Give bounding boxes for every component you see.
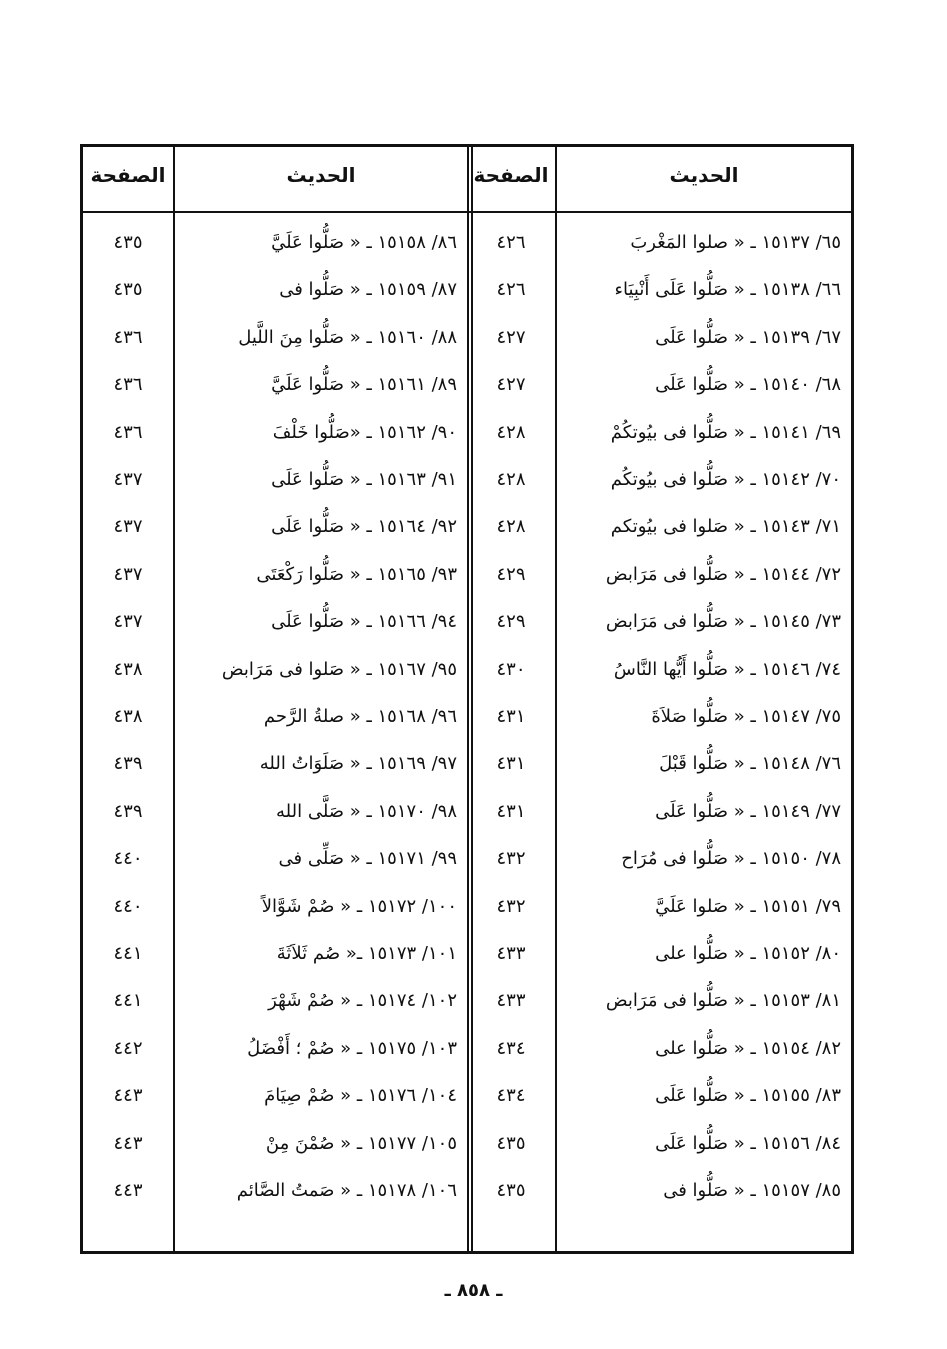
page-ref: ٤٢٨ bbox=[496, 516, 526, 538]
hadith-entry: ٩٣/ ١٥١٦٥ ـ « صَلُّوا رَكْعَتَى bbox=[256, 563, 457, 585]
page-ref: ٤٢٦ bbox=[496, 232, 526, 253]
hadith-entry: ٨٣/ ١٥١٥٥ ـ « صَلُّوا عَلَى bbox=[655, 1085, 841, 1107]
hadith-entry: ٩١/ ١٥١٦٣ ـ « صَلُّوا عَلَى bbox=[271, 469, 457, 490]
hadith-entry: ٧٣/ ١٥١٤٥ ـ « صَلُّوا فى مَرَابض bbox=[605, 611, 841, 633]
index-row bbox=[83, 646, 467, 693]
index-row bbox=[83, 740, 467, 787]
index-row bbox=[467, 1025, 851, 1072]
hadith-entry: ٨٢/ ١٥١٥٤ ـ « صَلُّوا على bbox=[655, 1037, 841, 1059]
page-ref: ٤٣٩ bbox=[113, 800, 143, 822]
index-row bbox=[467, 1167, 851, 1214]
page-ref: ٤٣٧ bbox=[113, 516, 143, 538]
page-ref: ٤٣٥ bbox=[113, 279, 143, 301]
page-ref: ٤٣٢ bbox=[496, 895, 526, 917]
page-ref: ٤٣٦ bbox=[113, 421, 143, 443]
index-row bbox=[467, 409, 851, 456]
page-ref: ٤٣٤ bbox=[496, 1085, 526, 1107]
index-row bbox=[467, 977, 851, 1024]
index-row bbox=[83, 1072, 467, 1119]
index-row bbox=[83, 219, 467, 266]
page-ref: ٤٣٤ bbox=[496, 1037, 526, 1059]
page-ref: ٤٣٨ bbox=[113, 706, 143, 727]
page-ref: ٤٢٨ bbox=[496, 469, 526, 490]
index-row bbox=[467, 551, 851, 598]
index-row bbox=[83, 503, 467, 550]
page-ref: ٤٣٥ bbox=[113, 232, 143, 253]
index-row bbox=[467, 788, 851, 835]
page-ref: ٤٤٠ bbox=[113, 848, 143, 870]
page-ref: ٤٤٠ bbox=[113, 895, 143, 917]
index-row bbox=[467, 883, 851, 930]
hadith-entry: ٧٢/ ١٥١٤٤ ـ « صَلُّوا فى مَرَابض bbox=[605, 563, 841, 585]
page-ref: ٤٣٣ bbox=[496, 943, 526, 964]
hadith-entry: ١٠٣/ ١٥١٧٥ ـ « صُمْ ؛ أَفْضَلُ bbox=[247, 1037, 457, 1059]
page-ref: ٤٣١ bbox=[496, 753, 526, 775]
hadith-entry: ٧٧/ ١٥١٤٩ ـ « صَلُّوا عَلَى bbox=[655, 800, 841, 822]
hadith-entry: ٨٧/ ١٥١٥٩ ـ « صَلُّوا فى bbox=[279, 279, 457, 301]
index-row bbox=[83, 456, 467, 503]
index-row bbox=[83, 409, 467, 456]
page-ref: ٤٣٧ bbox=[113, 563, 143, 585]
hadith-entry: ٩٨/ ١٥١٧٠ ـ « صَلَّى الله bbox=[276, 800, 457, 822]
page-ref: ٤٤٢ bbox=[113, 1037, 143, 1059]
index-row bbox=[467, 693, 851, 740]
index-row bbox=[83, 693, 467, 740]
hadith-entry: ٧٤/ ١٥١٤٦ ـ « صَلُّوا أَيُّها النَّاسُ bbox=[613, 658, 841, 680]
hadith-entry: ٩٩/ ١٥١٧١ ـ « صَلِّى فى bbox=[278, 848, 457, 870]
index-row bbox=[83, 598, 467, 645]
hadith-entry: ١٠٦/ ١٥١٧٨ ـ « صَمتُ الصَّائم bbox=[236, 1180, 457, 1201]
hadith-entry: ٦٧/ ١٥١٣٩ ـ « صَلُّوا عَلَى bbox=[655, 326, 841, 348]
hadith-entry: ١٠٢/ ١٥١٧٤ ـ « صُمْ شَهْرَ bbox=[268, 990, 457, 1012]
index-row bbox=[83, 1167, 467, 1214]
index-row bbox=[83, 266, 467, 313]
right-half bbox=[467, 147, 851, 1251]
page-ref: ٤٣١ bbox=[496, 706, 526, 727]
index-row bbox=[467, 646, 851, 693]
index-row bbox=[83, 314, 467, 361]
index-row bbox=[83, 1120, 467, 1167]
index-row bbox=[467, 266, 851, 313]
index-row bbox=[83, 835, 467, 882]
hadith-header: الحديث bbox=[286, 163, 356, 187]
page-ref: ٤٢٨ bbox=[496, 421, 526, 443]
index-row bbox=[467, 456, 851, 503]
page-number: ـ ٨٥٨ ـ bbox=[444, 1280, 503, 1301]
hadith-entry: ٨٨/ ١٥١٦٠ ـ « صَلُّوا مِنَ اللَّيل bbox=[238, 326, 457, 348]
index-row bbox=[467, 1120, 851, 1167]
page-ref: ٤٣٦ bbox=[113, 374, 143, 396]
header-rule bbox=[83, 211, 467, 213]
index-row bbox=[83, 883, 467, 930]
page-ref: ٤٤٣ bbox=[113, 1180, 143, 1201]
left-half bbox=[83, 147, 467, 1251]
page-ref: ٤٣٨ bbox=[113, 658, 143, 680]
page-ref: ٤٣٧ bbox=[113, 469, 143, 490]
page-ref: ٤٣٥ bbox=[496, 1132, 526, 1154]
hadith-entry: ٧١/ ١٥١٤٣ ـ « صَلوا فى بيُوتكم bbox=[610, 516, 841, 538]
index-row bbox=[467, 219, 851, 266]
hadith-entry: ٩٧/ ١٥١٦٩ ـ « صَلَوَاتُ الله bbox=[259, 753, 457, 775]
header-rule bbox=[467, 211, 851, 213]
index-row bbox=[83, 788, 467, 835]
index-row bbox=[467, 314, 851, 361]
page-ref: ٤٢٦ bbox=[496, 279, 526, 301]
page-ref: ٤٣١ bbox=[496, 800, 526, 822]
hadith-entry: ٨٤/ ١٥١٥٦ ـ « صَلُّوا عَلَى bbox=[655, 1132, 841, 1154]
index-row bbox=[467, 1072, 851, 1119]
page-ref: ٤٤١ bbox=[113, 943, 143, 964]
page-ref: ٤٣٥ bbox=[496, 1180, 526, 1201]
page-ref: ٤٣٦ bbox=[113, 326, 143, 348]
hadith-entry: ٨١/ ١٥١٥٣ ـ « صَلُّوا فى مَرَابض bbox=[605, 990, 841, 1012]
index-row bbox=[83, 361, 467, 408]
hadith-entry: ٩٦/ ١٥١٦٨ ـ « صلةُ الرَّحم bbox=[263, 706, 457, 727]
index-row bbox=[83, 930, 467, 977]
hadith-entry: ٨٥/ ١٥١٥٧ ـ « صَلُّوا فى bbox=[663, 1180, 841, 1201]
hadith-index-table bbox=[80, 144, 854, 1254]
page-ref: ٤٣٧ bbox=[113, 611, 143, 633]
hadith-entry: ١٠٥/ ١٥١٧٧ ـ « صُمْنَ مِنْ bbox=[265, 1132, 457, 1154]
page-ref: ٤٣٢ bbox=[496, 848, 526, 870]
page-ref: ٤٤١ bbox=[113, 990, 143, 1012]
index-row bbox=[467, 503, 851, 550]
page-header: الصفحة bbox=[473, 163, 549, 187]
index-row bbox=[83, 1025, 467, 1072]
page-ref: ٤٢٧ bbox=[496, 326, 526, 348]
center-divider bbox=[467, 147, 473, 1251]
page-ref: ٤٢٧ bbox=[496, 374, 526, 396]
hadith-entry: ٩٠/ ١٥١٦٢ ـ «صَلُّوا خَلْفَ bbox=[272, 421, 457, 443]
hadith-entry: ٩٢/ ١٥١٦٤ ـ « صَلُّوا عَلَى bbox=[271, 516, 457, 538]
hadith-entry: ٩٥/ ١٥١٦٧ ـ « صَلوا فى مَرَابض bbox=[221, 658, 457, 680]
index-row bbox=[83, 977, 467, 1024]
hadith-entry: ٨٩/ ١٥١٦١ ـ « صَلُّوا عَلَيَّ bbox=[271, 374, 457, 396]
hadith-entry: ١٠٤/ ١٥١٧٦ ـ « صُمْ صِيَامَ bbox=[264, 1085, 457, 1107]
page-ref: ٤٣٩ bbox=[113, 753, 143, 775]
page-header: الصفحة bbox=[90, 163, 166, 187]
page-ref: ٤٢٩ bbox=[496, 563, 526, 585]
hadith-entry: ١٠١/ ١٥١٧٣ ـ« صُم ثَلاَثَةَ bbox=[276, 943, 457, 964]
hadith-entry: ٧٦/ ١٥١٤٨ ـ « صَلُّوا قَبْلَ bbox=[659, 753, 841, 775]
hadith-entry: ٨٠/ ١٥١٥٢ ـ « صَلُّوا على bbox=[655, 943, 841, 964]
page-ref: ٤٣٣ bbox=[496, 990, 526, 1012]
hadith-entry: ٦٨/ ١٥١٤٠ ـ « صَلُّوا عَلَى bbox=[655, 374, 841, 396]
hadith-entry: ١٠٠/ ١٥١٧٢ ـ « صُمْ شَوَّالاً bbox=[261, 895, 457, 917]
index-row bbox=[467, 930, 851, 977]
page-ref: ٤٣٠ bbox=[496, 658, 526, 680]
hadith-entry: ٦٥/ ١٥١٣٧ ـ « صلوا المَغْربَ bbox=[630, 232, 841, 253]
page-ref: ٤٤٣ bbox=[113, 1085, 143, 1107]
index-row bbox=[467, 361, 851, 408]
hadith-entry: ٦٦/ ١٥١٣٨ ـ « صَلُّوا عَلَى أَنْبِيَاء bbox=[614, 279, 841, 301]
hadith-entry: ٧٥/ ١٥١٤٧ ـ « صَلُّوا صَلاَةَ bbox=[651, 706, 841, 727]
hadith-entry: ٩٤/ ١٥١٦٦ ـ « صَلُّوا عَلَى bbox=[271, 611, 457, 633]
hadith-entry: ٧٠/ ١٥١٤٢ ـ « صَلُّوا فى بيُوتكُم bbox=[610, 469, 841, 490]
index-row bbox=[83, 551, 467, 598]
hadith-entry: ٨٦/ ١٥١٥٨ ـ « صَلُّوا عَلَيَّ bbox=[271, 232, 457, 253]
hadith-entry: ٦٩/ ١٥١٤١ ـ « صَلُّوا فى بيُوتكُمْ bbox=[610, 421, 841, 443]
page-ref: ٤٤٣ bbox=[113, 1132, 143, 1154]
page-ref: ٤٢٩ bbox=[496, 611, 526, 633]
index-row bbox=[467, 835, 851, 882]
index-row bbox=[467, 740, 851, 787]
index-row bbox=[467, 598, 851, 645]
hadith-header: الحديث bbox=[669, 163, 739, 187]
hadith-entry: ٧٨/ ١٥١٥٠ ـ « صَلُّوا فى مُرَاح bbox=[621, 848, 841, 870]
hadith-entry: ٧٩/ ١٥١٥١ ـ « صَلوا عَلَيَّ bbox=[655, 895, 841, 917]
